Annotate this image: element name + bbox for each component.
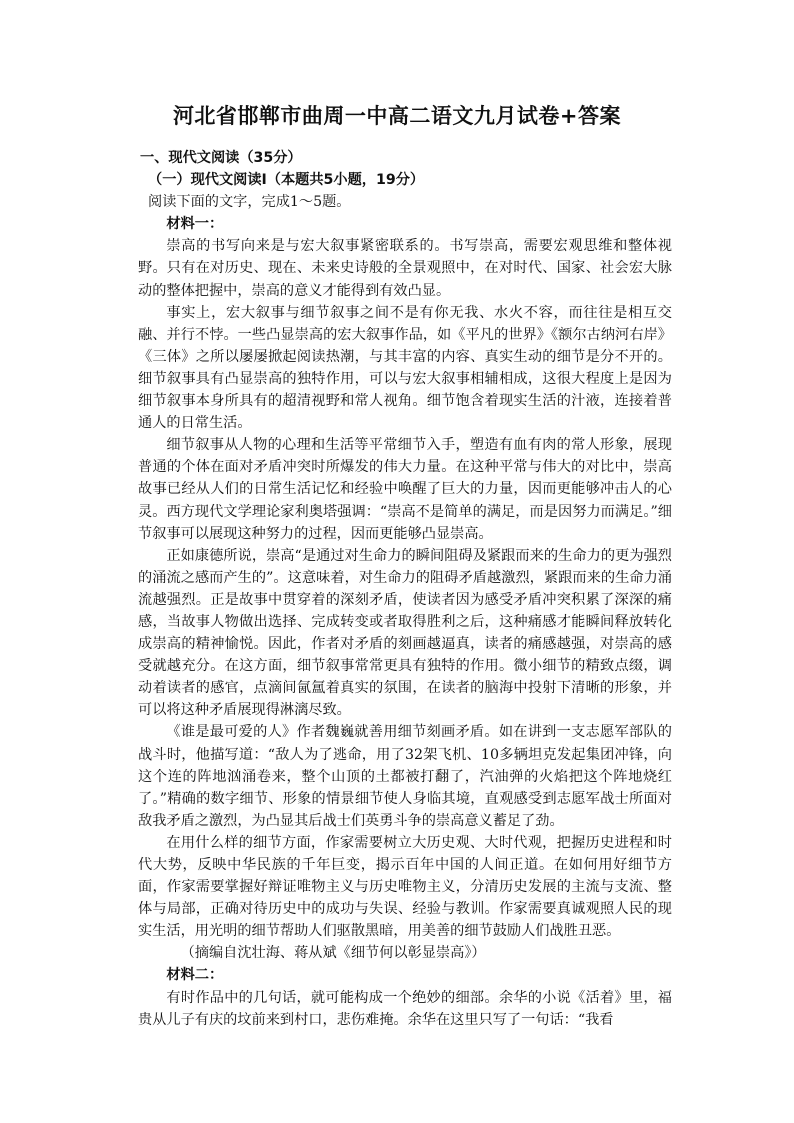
material-label: 材料二： xyxy=(166,967,224,984)
subsection-heading: （一）现代文阅读Ⅰ（本题共5小题，19分） xyxy=(148,172,425,189)
paragraph: 崇高的书写向来是与宏大叙事紧密联系的。书写崇高，需要宏观思维和整体视野。只有在对历史、现在、未来史诗般的全景观照中，在对时代、国家、社会宏大脉动的整体把握中，崇高的意义才能得到有效凸显。 xyxy=(138,238,672,299)
paragraph: 正如康德所说，崇高“是通过对生命力的瞬间阻碍及紧跟而来的生命力的更为强烈的涌流之感而产生的”。这意味着，对生命力的阻碍矛盾越激烈，紧跟而来的生命力涌流越强烈。正是故事中贯穿着的深刻矛盾，使读者因为感受矛盾冲突积累了深深的痛感，当故事人物做出选择、完成转变或者取得胜利之后，这种痛感才能瞬间释放转化成崇高的精神愉悦。因此，作者对矛盾的刻画越逼真，读者的痛感越强，对崇高的感受就越充分。在这方面，细节叙事常常更具有独特的作用。微小细节的精致点缀，调动着读者的感官，点滴间氤氲着真实的氛围，在读者的脑海中投射下清晰的形象，并可以将这种矛盾展现得淋漓尽致。 xyxy=(138,547,672,719)
paragraph: 有时作品中的几句话，就可能构成一个绝妙的细部。余华的小说《活着》里，福贵从儿子有庆的坟前来到村口，悲伤难掩。余华在这里只写了一句话：“我看 xyxy=(138,989,672,1028)
document-title: 河北省邯郸市曲周一中高二语文九月试卷+答案 xyxy=(172,104,622,128)
paragraph: 《谁是最可爱的人》作者魏巍就善用细节刻画矛盾。如在讲到一支志愿军部队的战斗时，他描写道：“敌人为了逃命，用了32架飞机、10多辆坦克发起集团冲锋，向这个连的阵地汹涌卷来，整个山顶的土都被打翻了，汽油弹的火焰把这个阵地烧红了。”精确的数字细节、形象的情景细节使人身临其境，直观感受到志愿军战士所面对敌我矛盾之激烈，为凸显其后战士们英勇斗争的崇高意义蓄足了劲。 xyxy=(138,724,672,829)
paragraph: 在用什么样的细节方面，作家需要树立大历史观、大时代观，把握历史进程和时代大势，反映中华民族的千年巨变，揭示百年中国的人间正道。在如何用好细节方面，作家需要掌握好辩证唯物主义与历史唯物主义，分清历史发展的主流与支流、整体与局部，正确对待历史中的成功与失误、经验与教训。作家需要真诚观照人民的现实生活，用光明的细节帮助人们驱散黑暗，用美善的细节鼓励人们战胜丑恶。 xyxy=(138,834,672,940)
document-body xyxy=(138,147,672,1031)
section-heading: 一、现代文阅读（35分） xyxy=(140,150,302,166)
source-citation: （摘编自沈壮海、蒋从斌《细节何以彰显崇高》） xyxy=(180,945,486,962)
paragraph: 事实上，宏大叙事与细节叙事之间不是有你无我、水火不容，而往往是相互交融、并行不悖。一些凸显崇高的宏大叙事作品，如《平凡的世界》《额尔古纳河右岸》《三体》之所以屡屡掀起阅读热潮，与其丰富的内容、真实生动的细节是分不开的。细节叙事具有凸显崇高的独特作用，可以与宏大叙事相辅相成，这很大程度上是因为细节叙事本身所具有的超清视野和常人视角。细节饱含着现实生活的汁液，连接着普通人的日常生活。 xyxy=(138,304,672,432)
instruction-text: 阅读下面的文字，完成1～5题。 xyxy=(148,194,351,211)
material-label: 材料一： xyxy=(166,216,224,233)
paragraph: 细节叙事从人物的心理和生活等平常细节入手，塑造有血有肉的常人形象，展现普通的个体在面对矛盾冲突时所爆发的伟大力量。在这种平常与伟大的对比中，崇高故事已经从人们的日常生活记忆和经验中唤醒了巨大的力量，因而更能够冲击人的心灵。西方现代文学理论家利奥塔强调：“崇高不是简单的满足，而是因努力而满足。”细节叙事可以展现这种努力的过程，因而更能够凸显崇高。 xyxy=(138,437,672,542)
